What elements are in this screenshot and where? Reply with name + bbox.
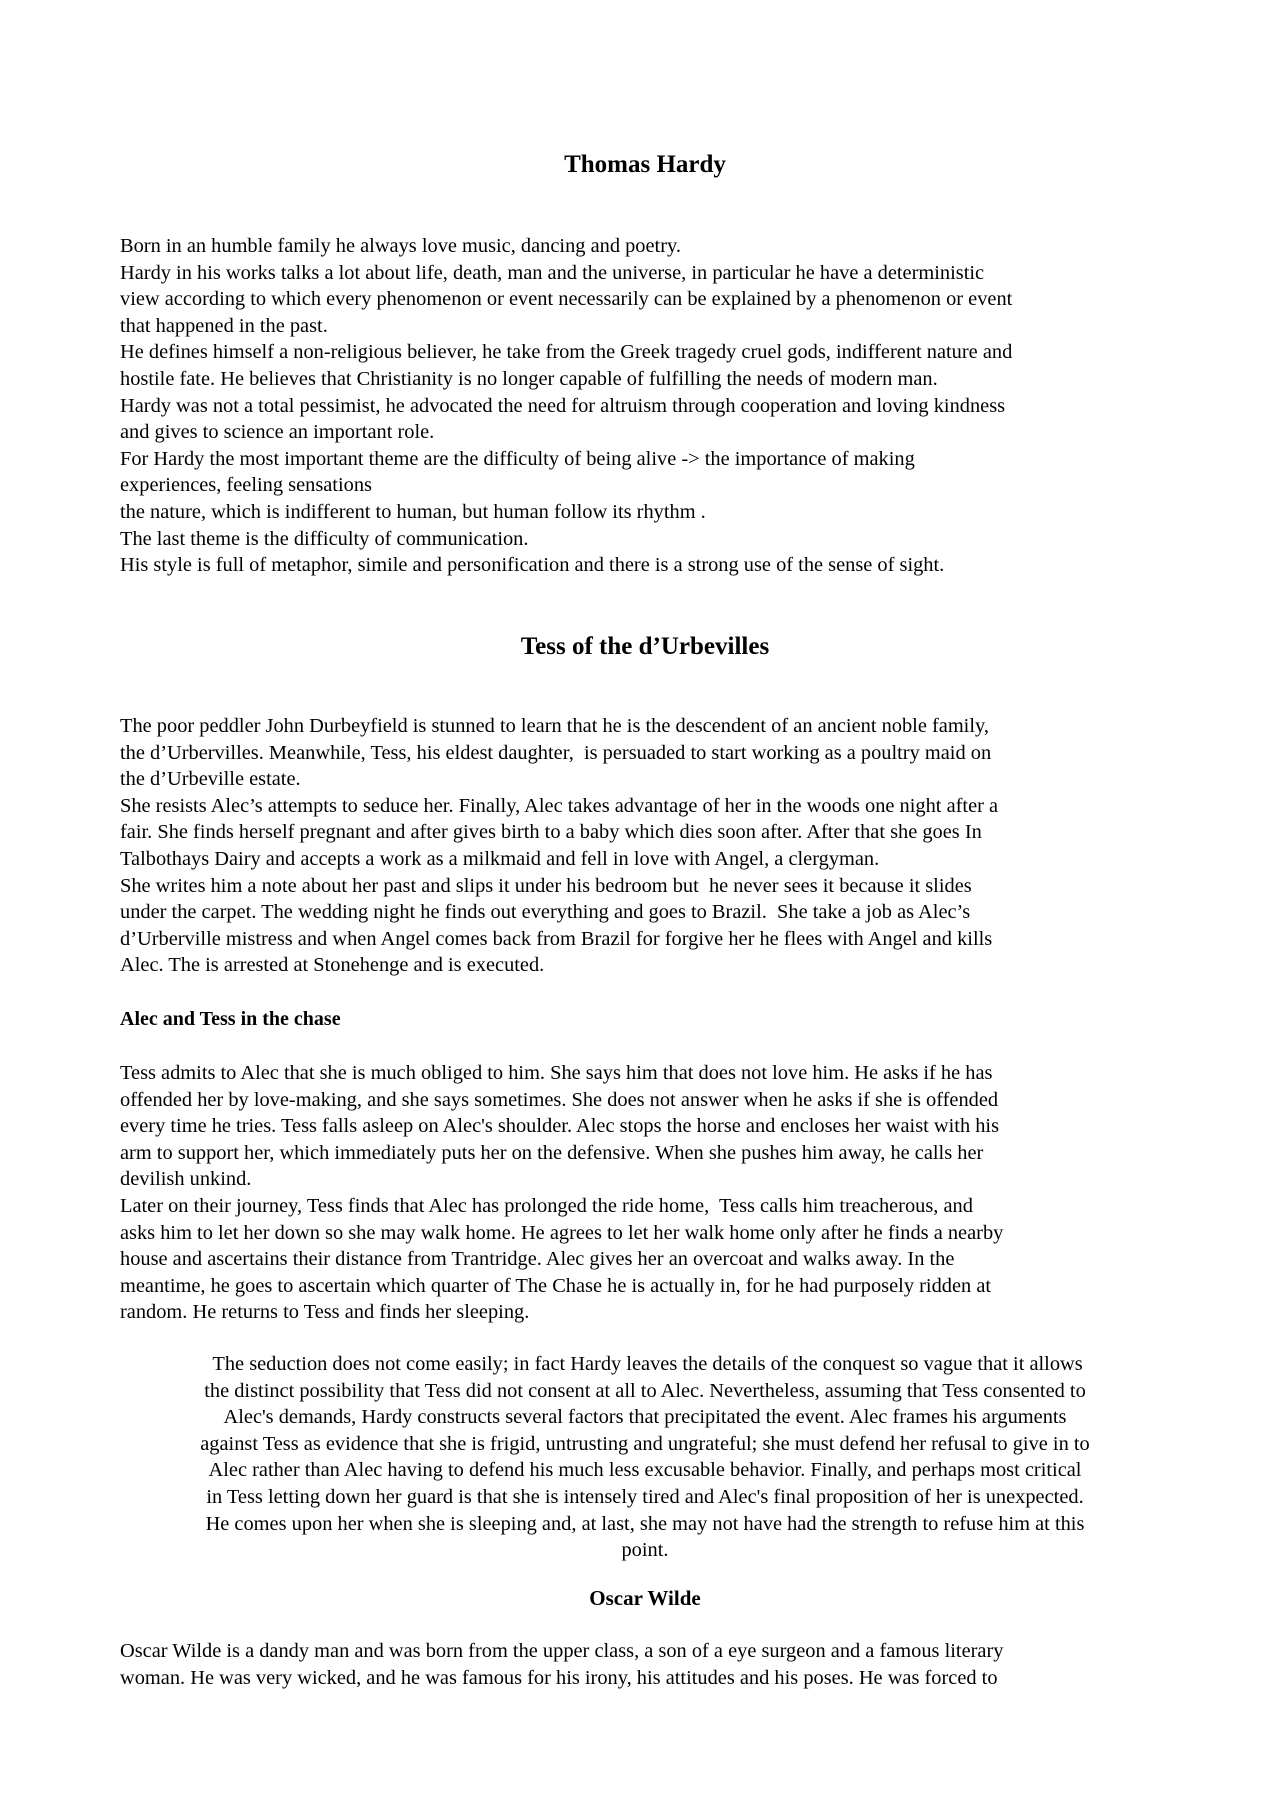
text-line: The last theme is the difficulty of communication. bbox=[120, 527, 529, 550]
seduction-paragraph bbox=[120, 1351, 1170, 1564]
section-title-tess: Tess of the d’Urbevilles bbox=[520, 633, 770, 660]
text-line: d’Urberville mistress and when Angel comes back from Brazil for forgive her he flees with Angel and kills bbox=[120, 927, 993, 950]
subheading-alec-and-tess: Alec and Tess in the chase bbox=[120, 1008, 341, 1030]
text-line: woman. He was very wicked, and he was famous for his irony, his attitudes and his poses. He was forced to bbox=[120, 1666, 998, 1689]
text-line: fair. She finds herself pregnant and after gives birth to a baby which dies soon after. After that she goes In bbox=[120, 821, 982, 844]
text-line: the d’Urbeville estate. bbox=[120, 768, 301, 791]
text-line: Hardy in his works talks a lot about life, death, man and the universe, in particular he have a deterministic bbox=[120, 261, 985, 284]
text-line: Tess admits to Alec that she is much obliged to him. She says him that does not love him. He asks if he has bbox=[120, 1062, 993, 1084]
text-line: in Tess letting down her guard is that she is intensely tired and Alec's final proposition of her is unexpected. bbox=[206, 1485, 1084, 1508]
section-title-thomas-hardy: Thomas Hardy bbox=[564, 151, 726, 178]
text-line: Born in an humble family he always love music, dancing and poetry. bbox=[120, 235, 681, 257]
wilde-paragraphs bbox=[120, 1638, 1170, 1691]
text-line: She resists Alec’s attempts to seduce her. Finally, Alec takes advantage of her in the woods one night after a bbox=[120, 794, 999, 817]
text-line: the nature, which is indifferent to human, but human follow its rhythm . bbox=[120, 500, 706, 523]
text-line: and gives to science an important role. bbox=[120, 421, 435, 444]
text-line: He defines himself a non-religious believer, he take from the Greek tragedy cruel gods, indifferent nature and bbox=[120, 341, 1013, 364]
text-line: hostile fate. He believes that Christianity is no longer capable of fulfilling the needs of modern man. bbox=[120, 367, 938, 390]
text-line: arm to support her, which immediately puts her on the defensive. When she pushes him away, he calls her bbox=[120, 1141, 984, 1164]
text-line: that happened in the past. bbox=[120, 314, 328, 337]
text-line: For Hardy the most important theme are the difficulty of being alive -> the importance of making bbox=[120, 447, 915, 470]
text-line: point. bbox=[621, 1539, 669, 1562]
text-line: against Tess as evidence that she is frigid, untrusting and ungrateful; she must defend her refusal to give in to bbox=[200, 1432, 1090, 1455]
text-line: house and ascertains their distance from Trantridge. Alec gives her an overcoat and walks away. In the bbox=[120, 1248, 955, 1271]
text-line: the d’Urbervilles. Meanwhile, Tess, his eldest daughter, is persuaded to start working as a poultry maid on bbox=[120, 741, 992, 764]
text-line: Alec rather than Alec having to defend his much less excusable behavior. Finally, and perhaps most critical bbox=[208, 1459, 1082, 1482]
text-line: Oscar Wilde is a dandy man and was born from the upper class, a son of a eye surgeon and a famous literary bbox=[120, 1640, 1004, 1662]
text-line: meantime, he goes to ascertain which quarter of The Chase he is actually in, for he had purposely ridden at bbox=[120, 1274, 992, 1297]
text-line: every time he tries. Tess falls asleep on Alec's shoulder. Alec stops the horse and encloses her waist with his bbox=[120, 1115, 1000, 1138]
text-line: offended her by love-making, and she says sometimes. She does not answer when he asks if she is offended bbox=[120, 1088, 999, 1111]
text-line: Later on their journey, Tess finds that Alec has prolonged the ride home, Tess calls him treacherous, and bbox=[120, 1194, 973, 1217]
text-line: His style is full of metaphor, simile and personification and there is a strong use of the sense of sight. bbox=[120, 554, 945, 577]
text-line: He comes upon her when she is sleeping and, at last, she may not have had the strength to refuse him at this bbox=[205, 1512, 1085, 1535]
text-line: asks him to let her down so she may walk home. He agrees to let her walk home only after he finds a nearby bbox=[120, 1221, 1004, 1244]
tess-paragraphs bbox=[120, 713, 1170, 979]
text-line: the distinct possibility that Tess did not consent at all to Alec. Nevertheless, assuming that Tess consented to bbox=[204, 1379, 1086, 1402]
text-line: She writes him a note about her past and slips it under his bedroom but he never sees it because it slides bbox=[120, 874, 972, 897]
section-title-oscar-wilde: Oscar Wilde bbox=[589, 1586, 701, 1610]
chase-paragraphs bbox=[120, 1060, 1170, 1326]
text-line: The poor peddler John Durbeyfield is stunned to learn that he is the descendent of an ancient noble family, bbox=[120, 715, 989, 737]
text-line: Hardy was not a total pessimist, he advocated the need for altruism through cooperation and loving kindness bbox=[120, 394, 1006, 417]
text-line: Alec. The is arrested at Stonehenge and is executed. bbox=[120, 954, 545, 977]
text-line: Alec's demands, Hardy constructs several factors that precipitated the event. Alec frames his arguments bbox=[223, 1406, 1067, 1429]
text-line: random. He returns to Tess and finds her sleeping. bbox=[120, 1301, 530, 1324]
text-line: devilish unkind. bbox=[120, 1168, 252, 1191]
text-line: The seduction does not come easily; in fact Hardy leaves the details of the conquest so vague that it allows bbox=[207, 1353, 1083, 1375]
text-line: experiences, feeling sensations bbox=[120, 474, 372, 497]
text-line: under the carpet. The wedding night he finds out everything and goes to Brazil. She take a job as Alec’s bbox=[120, 901, 971, 924]
text-line: view according to which every phenomenon or event necessarily can be explained by a phenomenon or event bbox=[120, 288, 1013, 311]
text-line: Talbothays Dairy and accepts a work as a milkmaid and fell in love with Angel, a clergyman. bbox=[120, 847, 880, 870]
hardy-paragraphs bbox=[120, 233, 1170, 579]
